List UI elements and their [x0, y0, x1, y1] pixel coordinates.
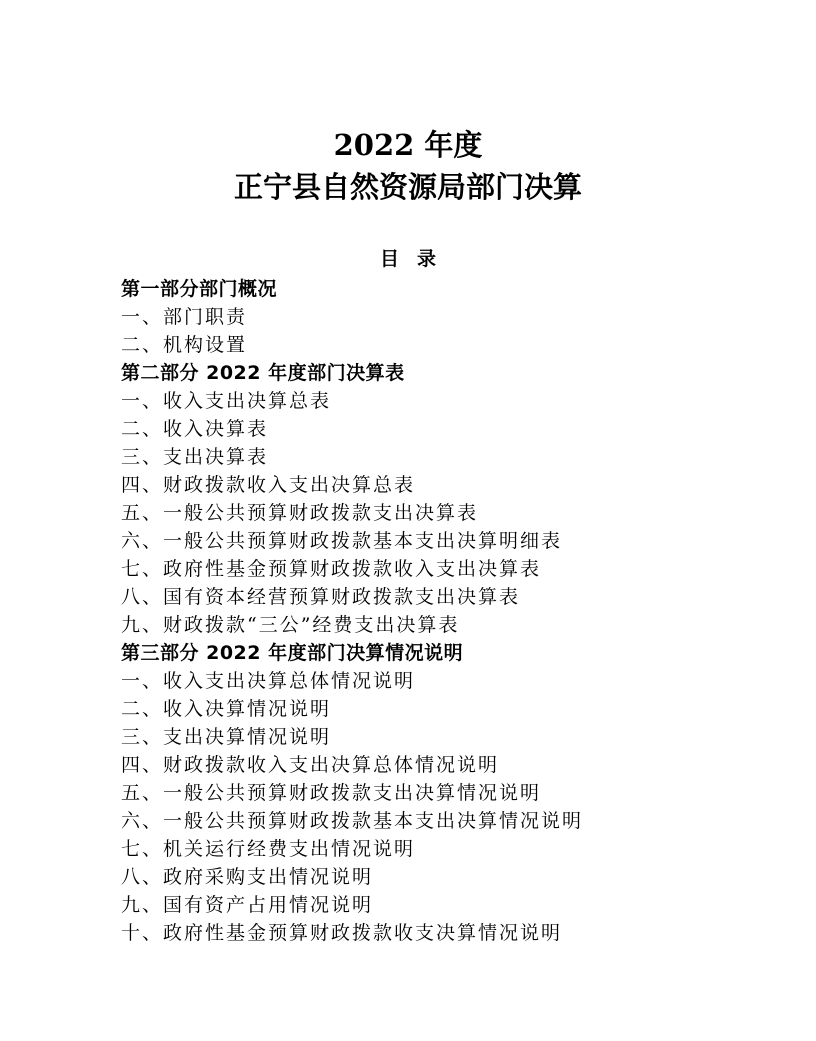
toc-item: 一、部门职责 [121, 306, 248, 328]
toc-item: 九、财政拨款“三公”经费支出决算表 [121, 614, 460, 636]
toc-section: 第三部分 2022 年度部门决算情况说明 [121, 642, 464, 664]
toc-item: 十、政府性基金预算财政拨款收支决算情况说明 [121, 922, 563, 944]
toc-heading: 目录 [379, 248, 454, 270]
toc-item: 二、收入决算表 [121, 418, 269, 440]
toc-item: 九、国有资产占用情况说明 [121, 894, 374, 916]
toc-item: 七、政府性基金预算财政拨款收入支出决算表 [121, 558, 542, 580]
toc-item: 一、收入支出决算总体情况说明 [121, 670, 416, 692]
toc-item: 四、财政拨款收入支出决算总体情况说明 [121, 754, 500, 776]
toc-item: 七、机关运行经费支出情况说明 [121, 838, 416, 860]
toc-section: 第二部分 2022 年度部门决算表 [121, 362, 405, 384]
toc-item: 四、财政拨款收入支出决算总表 [121, 474, 416, 496]
toc-item: 一、收入支出决算总表 [121, 390, 332, 412]
toc-item: 八、国有资本经营预算财政拨款支出决算表 [121, 586, 521, 608]
document-title: 正宁县自然资源局部门决算 [233, 170, 582, 204]
toc-item: 三、支出决算情况说明 [121, 726, 332, 748]
toc-item: 八、政府采购支出情况说明 [121, 866, 374, 888]
toc-item: 五、一般公共预算财政拨款支出决算表 [121, 502, 479, 524]
toc-section: 第一部分部门概况 [121, 278, 278, 300]
toc-item: 三、支出决算表 [121, 446, 269, 468]
toc-item: 六、一般公共预算财政拨款基本支出决算情况说明 [121, 810, 584, 832]
toc-item: 五、一般公共预算财政拨款支出决算情况说明 [121, 782, 542, 804]
table-of-contents [121, 275, 801, 947]
toc-item: 二、收入决算情况说明 [121, 698, 332, 720]
toc-item: 六、一般公共预算财政拨款基本支出决算明细表 [121, 530, 563, 552]
toc-item: 二、机构设置 [121, 334, 248, 356]
document-title-year: 2022 年度 [333, 128, 483, 162]
